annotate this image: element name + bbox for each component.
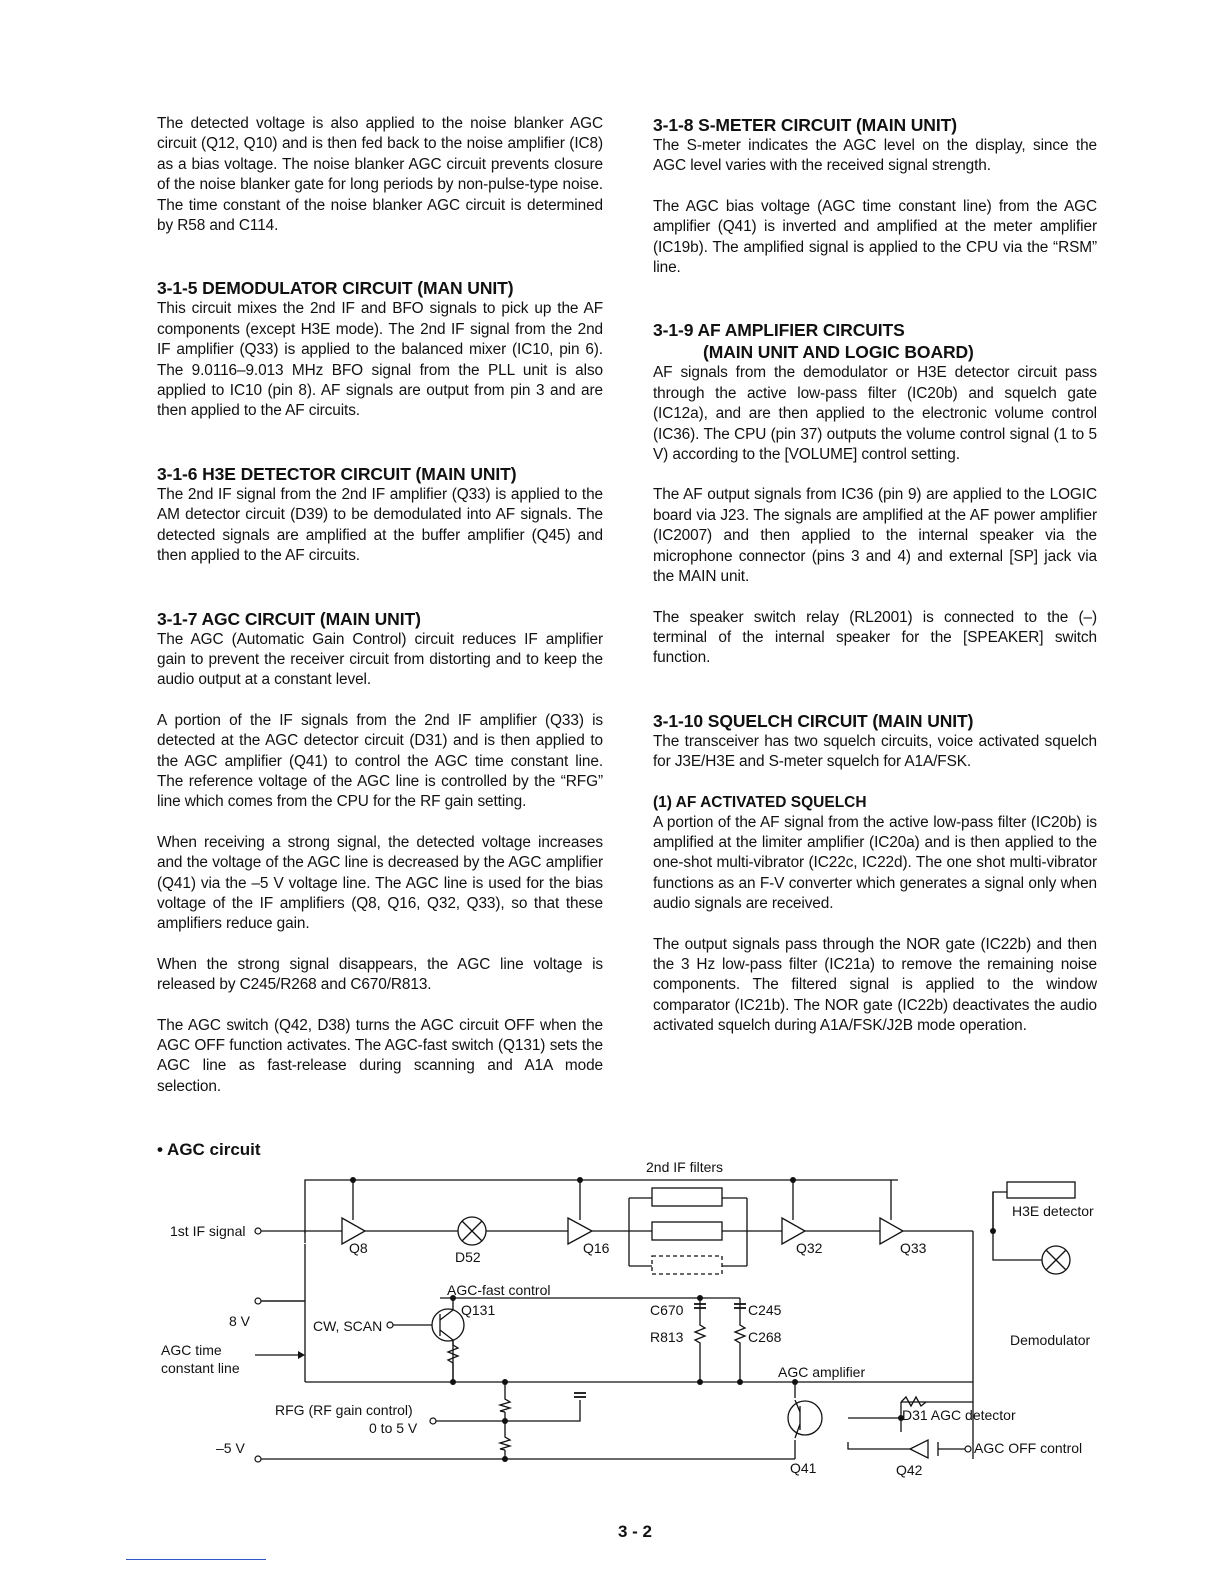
heading-3-1-9-line1: 3-1-9 AF AMPLIFIER CIRCUITS [653, 320, 905, 341]
heading-3-1-8: 3-1-8 S-METER CIRCUIT (MAIN UNIT) [653, 115, 957, 135]
paragraph-3-1-7-d: When the strong signal disappears, the AGC line voltage is released by C245/R268 and C670/R813. [157, 955, 603, 994]
paragraph-3-1-10-c: The output signals pass through the NOR gate (IC22b) and then the 3 Hz low-pass filter (IC21a) to remove the remaining noise components. The filtered signal is applied to the window comparator (IC21b). The NOR gate (IC22b) deactivates the audio activated squelch during A1A/FSK/J2B mode operation. [653, 935, 1097, 1035]
label-2nd-if-filters: 2nd IF filters [646, 1159, 724, 1175]
label-q42: Q42 [896, 1462, 923, 1478]
heading-3-1-9 [653, 319, 1097, 363]
page-number: 3 - 2 [617, 1522, 653, 1541]
filter-3 [652, 1256, 722, 1274]
label-q32: Q32 [796, 1240, 823, 1256]
heading-3-1-10: 3-1-10 SQUELCH CIRCUIT (MAIN UNIT) [653, 710, 974, 731]
footer-rule [126, 1559, 266, 1560]
label-r813: R813 [650, 1329, 684, 1345]
label-minus-5v: –5 V [216, 1440, 245, 1456]
paragraph-3-1-7-a: The AGC (Automatic Gain Control) circuit reduces IF amplifier gain to prevent the receiver circuit from distorting and to keep the audio output at a constant level. [157, 630, 603, 689]
paragraph-3-1-9-c: The speaker switch relay (RL2001) is connected to the (–) terminal of the internal speaker for the [SPEAKER] switch function. [653, 608, 1097, 667]
label-constant-line: constant line [161, 1360, 240, 1376]
top-rail [305, 1180, 898, 1233]
filter-1 [652, 1188, 722, 1206]
paragraph-3-1-8-b: The AGC bias voltage (AGC time constant line) from the AGC amplifier (Q41) is inverted and amplified at the meter amplifier (IC19b). The amplified signal is applied to the CPU via the “RSM” line. [653, 197, 1097, 277]
right-column [653, 114, 1097, 1057]
h3e-detector-box [1007, 1182, 1075, 1198]
heading-3-1-9-line2: (MAIN UNIT AND LOGIC BOARD) [703, 342, 974, 363]
paragraph-3-1-7-c: When receiving a strong signal, the detected voltage increases and the voltage of the AGC line is decreased by the AGC amplifier (Q41) via the –5 V voltage line. The AGC line is used for the bias voltage of the IF amplifiers (Q8, Q16, Q32, Q33), so that these amplifiers reduce gain. [157, 833, 603, 933]
label-8v: 8 V [229, 1313, 251, 1329]
paragraph-3-1-7-b: A portion of the IF signals from the 2nd IF amplifier (Q33) is detected at the AGC detector circuit (D31) and is then applied to the AGC amplifier (Q41) to control the AGC time constant line. The reference voltage of the AGC line is controlled by the “RFG” line which comes from the CPU for the RF gain setting. [157, 711, 603, 811]
label-c245: C245 [748, 1302, 782, 1318]
label-agc-time: AGC time [161, 1342, 222, 1358]
paragraph-3-1-10-b: A portion of the AF signal from the active low-pass filter (IC20b) is amplified at the limiter amplifier (IC20a) and is then applied to the one-shot multi-vibrator (IC22c, IC22d). The one shot multi-vibrator functions as an F-V converter which generates a signal only when audio signals are received. [653, 813, 1097, 913]
paragraph-3-1-10-a: The transceiver has two squelch circuits, voice activated squelch for J3E/H3E and S-meter squelch for A1A/FSK. [653, 732, 1097, 771]
agc-time-arrow-icon [298, 1351, 305, 1359]
rfg-resistor-2 [500, 1433, 510, 1450]
heading-3-1-7: 3-1-7 AGC CIRCUIT (MAIN UNIT) [157, 608, 421, 629]
label-c268: C268 [748, 1329, 782, 1345]
paragraph-3-1-6: The 2nd IF signal from the 2nd IF amplifier (Q33) is applied to the AM detector circuit (D39) to be demodulated into AF signals. The detected signals are amplified at the buffer amplifier (Q45) and then applied to the AF circuits. [157, 485, 603, 565]
heading-3-1-5: 3-1-5 DEMODULATOR CIRCUIT (MAN UNIT) [157, 278, 514, 299]
d52-lamp [458, 1217, 486, 1245]
label-c670: C670 [650, 1302, 684, 1318]
label-rfg-line2: 0 to 5 V [369, 1420, 418, 1436]
r813-resistor [695, 1320, 705, 1350]
label-q41: Q41 [790, 1460, 817, 1476]
label-q131: Q131 [461, 1302, 496, 1318]
label-h3e-detector: H3E detector [1012, 1203, 1094, 1219]
subheading-af-activated-squelch: (1) AF ACTIVATED SQUELCH [653, 793, 867, 811]
agc-circuit-diagram [150, 1150, 1110, 1490]
q42-switch [910, 1440, 938, 1458]
label-agc-amplifier: AGC amplifier [778, 1364, 866, 1380]
label-rfg-line1: RFG (RF gain control) [275, 1402, 413, 1418]
paragraph-3-1-9-a: AF signals from the demodulator or H3E detector circuit pass through the active low-pass filter (IC20b) and squelch gate (IC12a), and are then applied to the electronic volume control (IC36). The CPU (pin 37) outputs the volume control signal (1 to 5 V) according to the [VOLUME] control setting. [653, 364, 1097, 464]
q41-transistor [788, 1400, 822, 1438]
heading-3-1-6: 3-1-6 H3E DETECTOR CIRCUIT (MAIN UNIT) [157, 463, 517, 484]
demodulator-mixer [1042, 1246, 1070, 1274]
paragraph-3-1-9-b: The AF output signals from IC36 (pin 9) are applied to the LOGIC board via J23. The signals are amplified at the AF power amplifier (IC2007) and then applied to the internal speaker via the microphone connector (pins 3 and 4) and external [SP] jack via the MAIN unit. [653, 486, 1097, 586]
q131-transistor [432, 1309, 464, 1341]
intro-paragraph: The detected voltage is also applied to the noise blanker AGC circuit (Q12, Q10) and is then fed back to the noise amplifier (IC8) as a bias voltage. The noise blanker AGC circuit prevents closure of the noise blanker gate for long periods by non-pulse-type noise. The time constant of the noise blanker AGC circuit is determined by R58 and C114. [157, 115, 603, 235]
label-q16: Q16 [583, 1240, 610, 1256]
diagram-title: • AGC circuit [157, 1140, 261, 1159]
label-q33: Q33 [900, 1240, 927, 1256]
paragraph-3-1-7-e: The AGC switch (Q42, D38) turns the AGC circuit OFF when the AGC OFF function activates. The AGC-fast switch (Q131) sets the AGC line as fast-release during scanning and A1A mode selection. [157, 1016, 603, 1095]
label-q8: Q8 [349, 1240, 368, 1256]
label-cw-scan: CW, SCAN [313, 1318, 383, 1334]
rfg-resistor-1 [500, 1395, 510, 1412]
label-1st-if-signal: 1st IF signal [170, 1223, 246, 1239]
label-agc-off-control: AGC OFF control [974, 1440, 1083, 1456]
label-d31: D31 AGC detector [902, 1407, 1016, 1423]
label-d52: D52 [455, 1249, 481, 1265]
label-demodulator: Demodulator [1010, 1332, 1091, 1348]
r268-resistor [735, 1320, 745, 1350]
filter-2 [652, 1222, 722, 1240]
paragraph-3-1-8-a: The S-meter indicates the AGC level on the display, since the AGC level varies with the received signal strength. [653, 137, 1097, 175]
left-column [157, 114, 603, 1117]
paragraph-3-1-5: This circuit mixes the 2nd IF and BFO signals to pick up the AF components (except H3E mode). The 2nd IF signal from the 2nd IF amplifier (Q33) is applied to the balanced mixer (IC10, pin 6). The 9.0116–9.013 MHz BFO signal from the PLL unit is also applied to IC10 (pin 8). AF signals are output from pin 3 and are then applied to the AF circuits. [157, 300, 603, 420]
label-agc-fast-control: AGC-fast control [447, 1282, 551, 1298]
